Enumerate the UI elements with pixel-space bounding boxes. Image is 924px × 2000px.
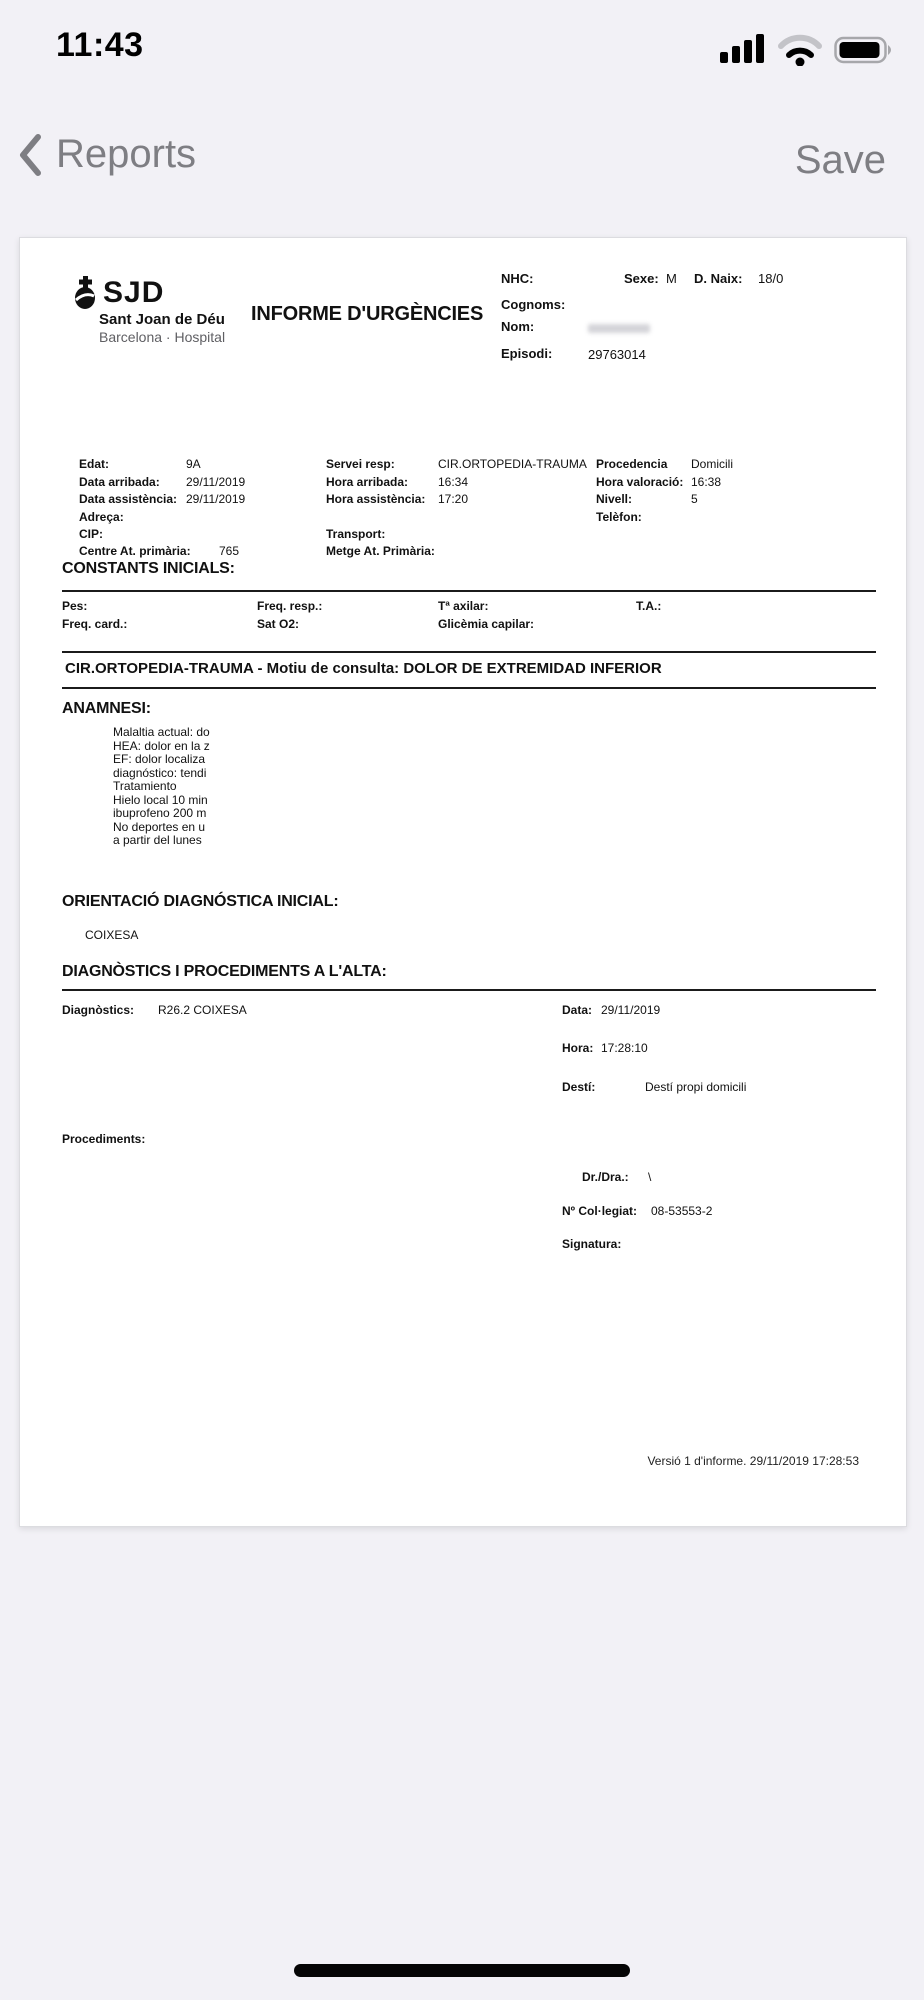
status-icons	[720, 34, 896, 66]
nom-value-redacted	[588, 324, 650, 333]
desti-label: Destí:	[562, 1080, 596, 1094]
anamnesi-line: Malaltia actual: do	[113, 725, 210, 739]
signatura-label: Signatura:	[562, 1237, 622, 1251]
divider	[62, 590, 876, 592]
hospital-logo	[73, 276, 225, 345]
field-value: CIR.ORTOPEDIA-TRAUMA	[438, 457, 587, 471]
field-label: Hora valoració:	[596, 475, 684, 489]
status-bar	[0, 0, 924, 90]
doctor-value: \	[648, 1170, 652, 1184]
logo-subtitle: Barcelona · Hospital	[99, 329, 226, 345]
anamnesi-line: HEA: dolor en la z	[113, 738, 210, 753]
anamnesi-line: EF: dolor localiza	[113, 752, 206, 766]
field-label: Metge At. Primària:	[326, 544, 435, 558]
hora-label: Hora:	[562, 1041, 594, 1055]
constants-heading: CONSTANTS INICIALS:	[62, 560, 235, 577]
field-value: 29/11/2019	[186, 475, 246, 489]
collegiat-value: 08-53553-2	[651, 1204, 713, 1218]
divider	[62, 989, 876, 991]
field-value: 17:20	[438, 492, 469, 506]
report-title: INFORME D'URGÈNCIES	[251, 303, 484, 325]
constants-label: Pes:	[62, 599, 88, 613]
alta-heading: DIAGNÒSTICS I PROCEDIMENTS A L'ALTA:	[62, 963, 387, 980]
field-label: Adreça:	[79, 510, 124, 524]
collegiat-label: Nº Col·legiat:	[562, 1204, 638, 1218]
field-label: Nivell:	[596, 492, 633, 506]
cellular-signal-icon	[720, 34, 766, 66]
field-value: Domicili	[691, 457, 733, 471]
constants-label: Tª axilar:	[438, 599, 489, 613]
field-value: 16:34	[438, 475, 469, 489]
constants-label: Freq. resp.:	[257, 599, 323, 613]
data-value: 29/11/2019	[601, 1003, 661, 1017]
field-label: Telèfon:	[596, 510, 642, 524]
anamnesi-line: Hielo local 10 min	[113, 792, 208, 807]
anamnesi-heading: ANAMNESI:	[62, 700, 151, 717]
diagnostics-label: Diagnòstics:	[62, 1003, 135, 1017]
orientacio-heading: ORIENTACIÓ DIAGNÓSTICA INICIAL:	[62, 893, 339, 910]
field-label: Procedencia	[596, 457, 668, 471]
home-indicator[interactable]	[294, 1964, 630, 1977]
anamnesi-line: Tratamiento	[113, 779, 177, 793]
naix-value: 18/0	[758, 271, 784, 286]
sexe-label: Sexe:	[624, 271, 659, 286]
nom-label: Nom:	[501, 319, 535, 334]
diagnostics-value: R26.2 COIXESA	[158, 1003, 247, 1017]
field-label: Servei resp:	[326, 457, 395, 471]
report-preview[interactable]	[19, 237, 907, 1527]
orientacio-value: COIXESA	[85, 928, 139, 942]
anamnesi-text	[113, 726, 210, 848]
procediments-label: Procediments:	[62, 1132, 146, 1146]
desti-value: Destí propi domicili	[645, 1080, 747, 1094]
field-value: 29/11/2019	[186, 492, 246, 506]
anamnesi-line: a partir del lunes	[113, 833, 202, 847]
episodi-value: 29763014	[588, 347, 646, 362]
constants-label: T.A.:	[636, 599, 662, 613]
motiu-de-consulta: CIR.ORTOPEDIA-TRAUMA - Motiu de consulta: DOLOR DE EXTREMIDAD INFERIOR	[65, 660, 662, 677]
divider	[62, 687, 876, 689]
cognoms-label: Cognoms:	[501, 297, 566, 312]
episodi-label: Episodi:	[501, 346, 553, 361]
field-label: Hora assistència:	[326, 492, 426, 506]
constants-label: Sat O2:	[257, 617, 300, 631]
field-label: CIP:	[79, 527, 103, 541]
field-label: Hora arribada:	[326, 475, 409, 489]
field-label: Data assistència:	[79, 492, 178, 506]
save-button[interactable]: Save	[794, 138, 886, 182]
anamnesi-line: No deportes en u	[113, 819, 206, 834]
anamnesi-line: ibuprofeno 200 m	[113, 806, 207, 820]
constants-label: Glicèmia capilar:	[438, 617, 535, 631]
nhc-label: NHC:	[501, 271, 534, 286]
field-value: 5	[691, 492, 698, 506]
field-label: Centre At. primària:	[79, 544, 191, 558]
sjd-logo-icon	[73, 276, 99, 310]
back-button[interactable]	[18, 132, 196, 177]
field-label: Transport:	[326, 527, 386, 541]
status-time: 11:43	[56, 26, 144, 64]
logo-acronym: SJD	[103, 276, 165, 309]
field-value: 9A	[186, 457, 201, 471]
doctor-label: Dr./Dra.:	[582, 1170, 629, 1184]
data-label: Data:	[562, 1003, 593, 1017]
hora-value: 17:28:10	[601, 1041, 648, 1055]
constants-label: Freq. card.:	[62, 617, 128, 631]
field-label: Edat:	[79, 457, 109, 471]
field-value: 765	[219, 544, 240, 558]
field-label: Data arribada:	[79, 475, 160, 489]
anamnesi-line: diagnóstico: tendi	[113, 765, 207, 780]
field-value: 16:38	[691, 475, 722, 489]
battery-icon	[834, 34, 896, 66]
nav-bar	[0, 118, 924, 208]
logo-name: Sant Joan de Déu	[99, 311, 225, 328]
wifi-icon	[778, 34, 822, 66]
naix-label: D. Naix:	[694, 271, 743, 286]
report-version-note: Versió 1 d'informe. 29/11/2019 17:28:53	[647, 1454, 859, 1468]
sexe-value: M	[666, 271, 677, 286]
back-chevron-icon	[18, 133, 42, 177]
divider	[62, 651, 876, 653]
back-button-label: Reports	[56, 132, 197, 176]
